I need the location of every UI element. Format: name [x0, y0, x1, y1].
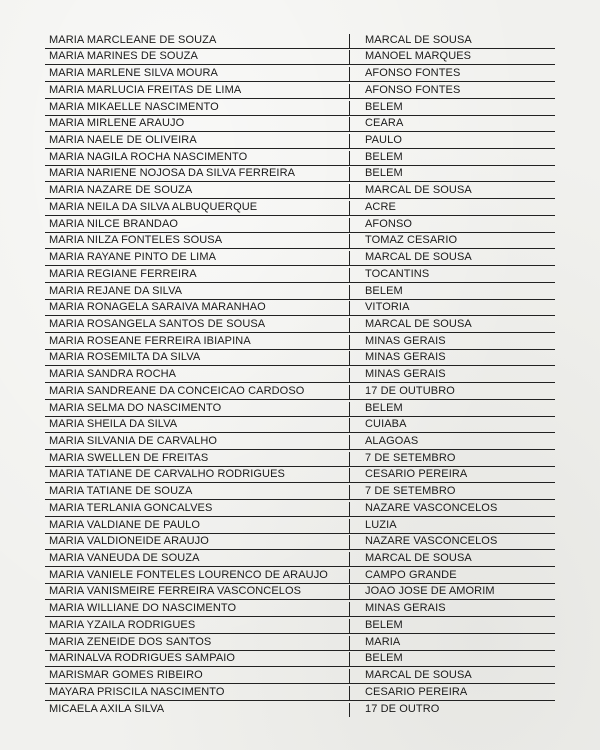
table-row: [45, 667, 555, 684]
person-name-cell: MARIA NILCE BRANDAO: [45, 218, 350, 232]
person-name-cell: MARIA SHEILA DA SILVA: [45, 418, 350, 432]
place-cell: 7 DE SETEMBRO: [365, 451, 456, 464]
person-name-cell: MARIA RONAGELA SARAIVA MARANHAO: [45, 301, 350, 315]
person-name-cell: MARIA VALDIANE DE PAULO: [45, 519, 350, 533]
place-cell: BELEM: [365, 284, 403, 297]
person-name-cell: MARIA SANDREANE DA CONCEICAO CARDOSO: [45, 385, 350, 399]
table-row: [45, 684, 555, 701]
table-row: [45, 500, 555, 517]
table-row: [45, 132, 555, 149]
person-name-cell: MARIA NILZA FONTELES SOUSA: [45, 234, 350, 248]
person-name-cell: MARIA MARCLEANE DE SOUZA: [45, 34, 350, 48]
person-name-cell: MARIA ROSEMILTA DA SILVA: [45, 351, 350, 365]
table-row: [45, 266, 555, 283]
place-cell: VITORIA: [365, 301, 410, 314]
table-row: [45, 199, 555, 216]
table-row: [45, 634, 555, 651]
table-row: [45, 617, 555, 634]
table-row: [45, 99, 555, 116]
table-row: [45, 233, 555, 250]
place-cell: ALAGOAS: [365, 434, 419, 447]
person-name-cell: MARIA MIKAELLE NASCIMENTO: [45, 101, 350, 115]
table-row: [45, 467, 555, 484]
person-name-cell: MARIA VANIELE FONTELES LOURENCO DE ARAUJO: [45, 569, 350, 583]
person-name-cell: MARIA RAYANE PINTO DE LIMA: [45, 251, 350, 265]
table-row: [45, 350, 555, 367]
table-row: [45, 149, 555, 166]
table-row: [45, 651, 555, 668]
person-name-cell: MARIA NAGILA ROCHA NASCIMENTO: [45, 151, 350, 165]
table-row: [45, 316, 555, 333]
place-cell: 17 DE OUTRO: [365, 703, 440, 716]
person-name-cell: MICAELA AXILA SILVA: [45, 703, 350, 717]
table-row: [45, 584, 555, 601]
place-cell: TOMAZ CESARIO: [365, 234, 458, 247]
place-cell: NAZARE VASCONCELOS: [365, 535, 498, 548]
table-row: [45, 366, 555, 383]
place-cell: ACRE: [365, 200, 396, 213]
place-cell: MARCAL DE SOUSA: [365, 669, 472, 682]
table-row: [45, 567, 555, 584]
table-row: [45, 65, 555, 82]
place-cell: CAMPO GRANDE: [365, 568, 457, 581]
person-name-cell: MARIA NEILA DA SILVA ALBUQUERQUE: [45, 201, 350, 215]
person-name-cell: MARIA MARINES DE SOUZA: [45, 50, 350, 64]
person-name-cell: MARIA ROSEANE FERREIRA IBIAPINA: [45, 335, 350, 349]
person-name-cell: MARIA MARLUCIA FREITAS DE LIMA: [45, 84, 350, 98]
table-row: [45, 550, 555, 567]
place-cell: MINAS GERAIS: [365, 602, 446, 615]
person-name-cell: MARIA YZAILA RODRIGUES: [45, 619, 350, 633]
place-cell: BELEM: [365, 167, 403, 180]
table-row: [45, 600, 555, 617]
place-cell: PAULO: [365, 134, 402, 147]
place-cell: 7 DE SETEMBRO: [365, 485, 456, 498]
place-cell: MINAS GERAIS: [365, 351, 446, 364]
place-cell: MARCAL DE SOUSA: [365, 552, 472, 564]
place-cell: CESARIO PEREIRA: [365, 685, 468, 698]
place-cell: BELEM: [365, 618, 403, 631]
name-place-table: [45, 32, 555, 717]
person-name-cell: MARINALVA RODRIGUES SAMPAIO: [45, 652, 350, 666]
person-name-cell: MARIA SELMA DO NASCIMENTO: [45, 402, 350, 416]
place-cell: MINAS GERAIS: [365, 334, 446, 347]
place-cell: AFONSO: [365, 217, 413, 230]
place-cell: CESARIO PEREIRA: [365, 468, 468, 481]
table-row: [45, 483, 555, 500]
person-name-cell: MARIA NAZARE DE SOUZA: [45, 184, 350, 198]
place-cell: MANOEL MARQUES: [365, 50, 472, 63]
place-cell: BELEM: [365, 100, 403, 113]
place-cell: LUZIA: [365, 518, 397, 531]
place-cell: BELEM: [365, 150, 403, 163]
table-row: [45, 82, 555, 99]
place-cell: MARIA: [365, 635, 401, 648]
table-row: [45, 433, 555, 450]
table-row: [45, 216, 555, 233]
table-row: [45, 116, 555, 133]
table-row: [45, 166, 555, 183]
place-cell: CUIABA: [365, 418, 407, 431]
table-row: [45, 300, 555, 317]
place-cell: BELEM: [365, 652, 403, 665]
person-name-cell: MARIA SILVANIA DE CARVALHO: [45, 435, 350, 449]
place-cell: MARCAL DE SOUSA: [365, 251, 472, 264]
table-row: [45, 701, 555, 718]
person-name-cell: MARIA TATIANE DE CARVALHO RODRIGUES: [45, 468, 350, 482]
table-row: [45, 450, 555, 467]
table-row: [45, 333, 555, 350]
table-row: [45, 32, 555, 49]
person-name-cell: MARIA ZENEIDE DOS SANTOS: [45, 636, 350, 650]
place-cell: JOAO JOSE DE AMORIM: [365, 585, 495, 598]
person-name-cell: MARIA VALDIONEIDE ARAUJO: [45, 535, 350, 549]
person-name-cell: MARIA VANEUDA DE SOUZA: [45, 552, 350, 566]
person-name-cell: MARIA VANISMEIRE FERREIRA VASCONCELOS: [45, 585, 350, 599]
person-name-cell: MARIA REGIANE FERREIRA: [45, 268, 350, 282]
person-name-cell: MARIA MIRLENE ARAUJO: [45, 117, 350, 131]
person-name-cell: MARIA SWELLEN DE FREITAS: [45, 452, 350, 466]
person-name-cell: MARIA TERLANIA GONCALVES: [45, 502, 350, 516]
table-row: [45, 249, 555, 266]
place-cell: AFONSO FONTES: [365, 83, 461, 96]
table-row: [45, 517, 555, 534]
place-cell: AFONSO FONTES: [365, 67, 461, 80]
table-row: [45, 383, 555, 400]
person-name-cell: MARIA SANDRA ROCHA: [45, 368, 350, 382]
place-cell: 17 DE OUTUBRO: [365, 384, 455, 397]
person-name-cell: MARIA TATIANE DE SOUZA: [45, 485, 350, 499]
place-cell: MARCAL DE SOUSA: [365, 33, 472, 46]
person-name-cell: MARIA WILLIANE DO NASCIMENTO: [45, 602, 350, 616]
table-row: [45, 417, 555, 434]
person-name-cell: MARIA MARLENE SILVA MOURA: [45, 67, 350, 81]
person-name-cell: MARIA ROSANGELA SANTOS DE SOUSA: [45, 318, 350, 332]
place-cell: TOCANTINS: [365, 267, 430, 280]
person-name-cell: MARIA NARIENE NOJOSA DA SILVA FERREIRA: [45, 167, 350, 181]
place-cell: MINAS GERAIS: [365, 368, 446, 381]
place-cell: CEARA: [365, 117, 404, 130]
table-row: [45, 182, 555, 199]
person-name-cell: MAYARA PRISCILA NASCIMENTO: [45, 686, 350, 700]
place-cell: MARCAL DE SOUSA: [365, 184, 472, 197]
place-cell: MARCAL DE SOUSA: [365, 317, 472, 330]
table-row: [45, 49, 555, 66]
person-name-cell: MARIA NAELE DE OLIVEIRA: [45, 134, 350, 148]
place-cell: NAZARE VASCONCELOS: [365, 501, 498, 514]
table-row: [45, 283, 555, 300]
person-name-cell: MARISMAR GOMES RIBEIRO: [45, 669, 350, 683]
place-cell: BELEM: [365, 401, 403, 414]
table-row: [45, 400, 555, 417]
person-name-cell: MARIA REJANE DA SILVA: [45, 285, 350, 299]
table-row: [45, 534, 555, 551]
